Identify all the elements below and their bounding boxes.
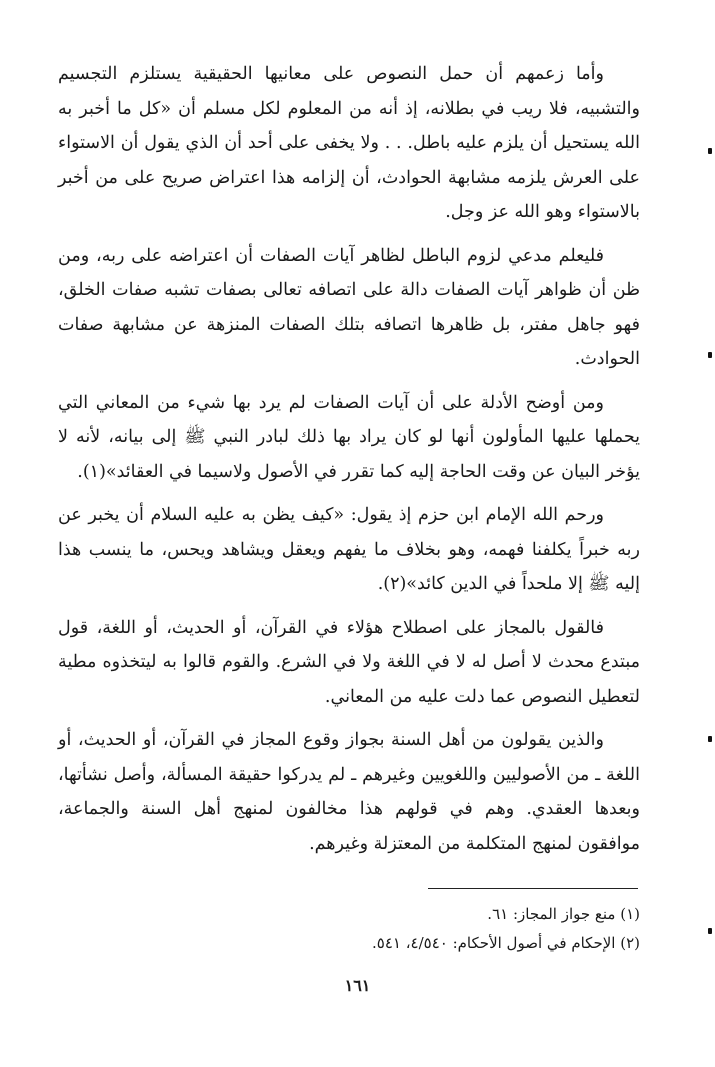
paragraph-5: فالقول بالمجاز على اصطلاح هؤلاء في القرآن، أو الحديث، أو اللغة، قول مبتدع محدث لا أصل له لا في اللغة ولا في الشرع. والقوم قالوا به ليتخذوه مطية لتعطيل النصوص عما دلت عليه من المعاني. xyxy=(58,617,640,707)
page-number: ١٦١ xyxy=(344,976,371,995)
main-text xyxy=(58,57,640,861)
paragraph-1: وأما زعمهم أن حمل النصوص على معانيها الحقيقية يستلزم التجسيم والتشبيه، فلا ريب في بطلانه، إذ أنه من المعلوم لكل مسلم أن «كل ما أخبر به الله يستحيل أن يلزم عليه باطل. . . ولا يخفى على أحد أن الذي يقول أن الاستواء على العرش يلزمه مشابهة الحوادث، أن إلزامه هذا اعتراض صريح على من أخبر بالاستواء وهو الله عز وجل. xyxy=(58,64,640,222)
footnote-2: (٢) الإحكام في أصول الأحكام: ٤/٥٤٠، ٥٤١. xyxy=(371,934,640,952)
paragraph-3: ومن أوضح الأدلة على أن آيات الصفات لم يرد بها شيء من المعاني التي يحملها عليها المأولون أنها لو كان يراد بها ذلك لبادر النبي ﷺ إلى بيانه، لأنه لا يؤخر البيان عن وقت الحاجة إليه كما تقرر في الأصول ولاسيما في العقائد»(١). xyxy=(58,392,640,482)
footnote-1: (١) منع جواز المجاز: ٦١. xyxy=(487,905,640,923)
paragraph-4: ورحم الله الإمام ابن حزم إذ يقول: «كيف يظن به عليه السلام أن يخبر عن ربه خبراً يكلفنا فهمه، وهو بخلاف ما يفهم ويعقل ويشاهد ويحس، ما ينسب هذا إليه ﷺ إلا ملحداً في الدين كائد»(٢). xyxy=(58,505,640,594)
footnote-separator xyxy=(428,888,638,889)
paragraph-2: فليعلم مدعي لزوم الباطل لظاهر آيات الصفات أن اعتراضه على ربه، ومن ظن أن ظواهر آيات الصفات دالة على اتصافه تعالى بصفات تشبه صفات الخلق، فهو جاهل مفتر، بل ظاهرها اتصافه بتلك الصفات المنزهة عن مشابهة صفات الحوادث. xyxy=(58,245,640,369)
margin-mark xyxy=(708,928,712,934)
paragraph-6: والذين يقولون من أهل السنة بجواز وقوع المجاز في القرآن، أو الحديث، أو اللغة ـ من الأصوليين واللغويين وغيرهم ـ لم يدركوا حقيقة المسألة، وأصل نشأتها، وبعدها العقدي. وهم في قولهم هذا مخالفون لمنهج أهل السنة والجماعة، موافقون لمنهج المتكلمة من المعتزلة وغيرهم. xyxy=(58,730,640,854)
margin-mark xyxy=(708,148,712,154)
footnotes xyxy=(58,900,640,958)
margin-mark xyxy=(708,352,712,358)
margin-mark xyxy=(708,736,712,742)
